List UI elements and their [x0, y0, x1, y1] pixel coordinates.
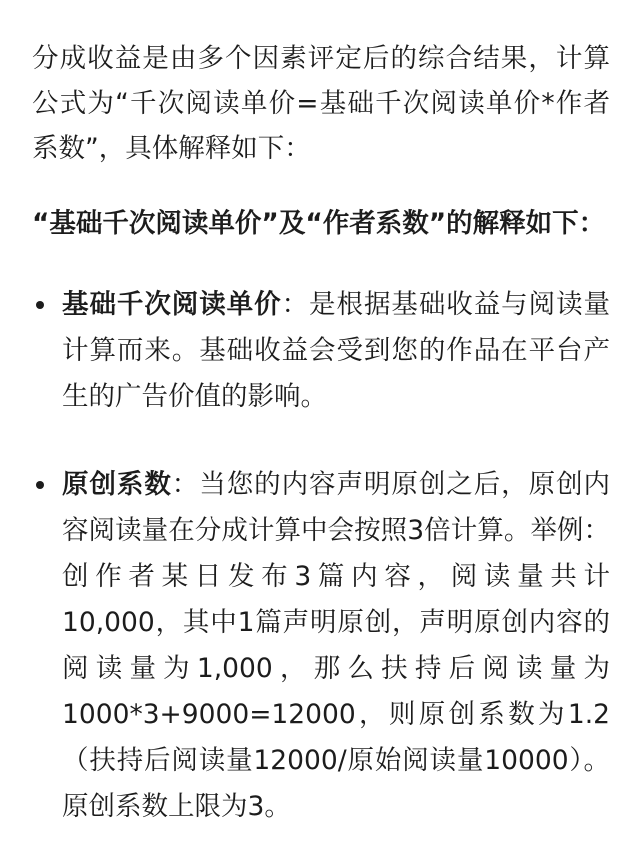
list-item-separator: ： — [171, 469, 200, 500]
list-item-text: 是根据基础收益与阅读量计算而来。基础收益会受到您的作品在平台产生的广告价值的影响。 — [62, 289, 611, 412]
list-item — [32, 462, 610, 830]
list-item-term: 基础千次阅读单价 — [62, 289, 282, 320]
list-item-separator: ： — [281, 289, 310, 320]
intro-paragraph: 分成收益是由多个因素评定后的综合结果，计算公式为“千次阅读单价=基础千次阅读单价*作者系数”，具体解释如下： — [32, 43, 610, 164]
list-item — [32, 282, 610, 420]
list-item-text: 当您的内容声明原创之后，原创内容阅读量在分成计算中会按照3倍计算。举例：创作者某日发布3篇内容，阅读量共计10,000，其中1篇声明原创，声明原创内容的阅读量为1,000，那么扶持后阅读量为1000*3+9000=12000，则原创系数为1.2（扶持后阅读量12000/原始阅读量10000）。原创系数上限为3。 — [62, 469, 611, 822]
bullet-icon — [36, 481, 44, 489]
bullet-icon — [36, 301, 44, 309]
list-item-term: 原创系数 — [62, 469, 172, 500]
explanation-list — [32, 282, 610, 830]
section-heading: “基础千次阅读单价”及“作者系数”的解释如下： — [32, 208, 606, 239]
